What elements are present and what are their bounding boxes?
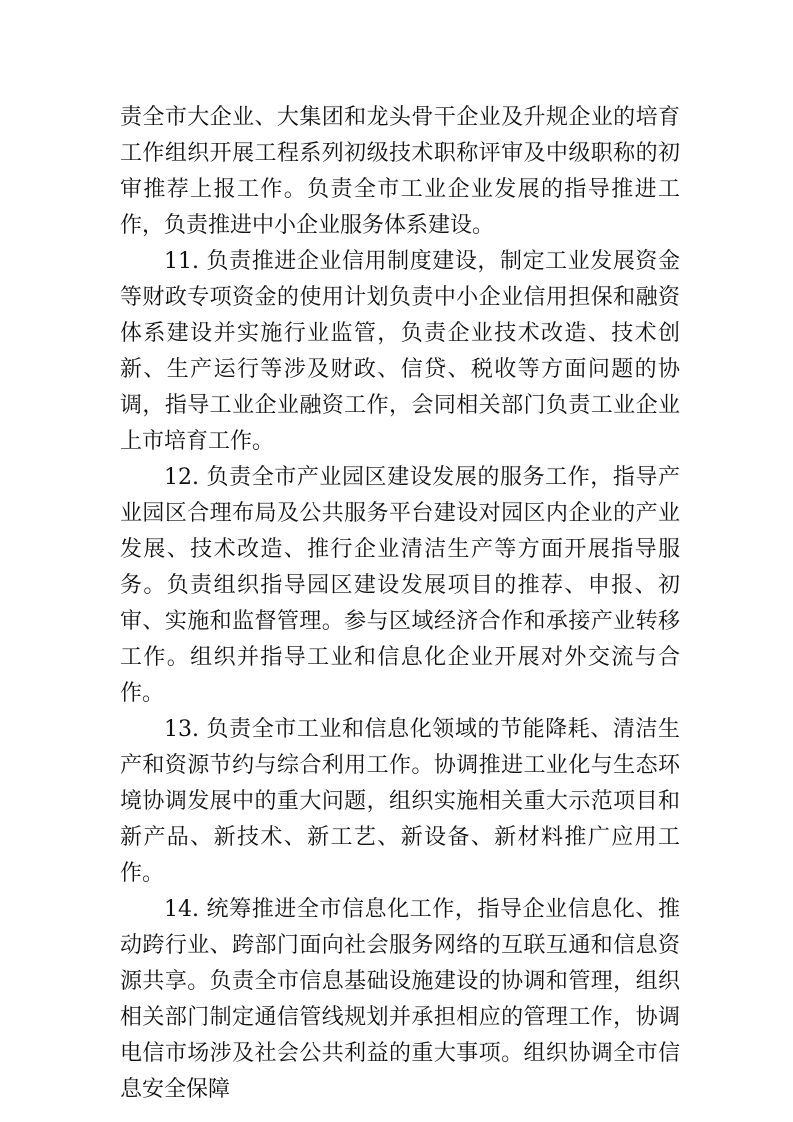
paragraph-item-13: 13. 负责全市工业和信息化领域的节能降耗、清洁生产和资源节约与综合利用工作。协调推进工业化与生态环境协调发展中的重大问题，组织实施相关重大示范项目和新产品、新技术、新工艺、新设备、新材料推广应用工作。	[120, 717, 680, 886]
document-body	[120, 100, 680, 1108]
paragraph-item-12: 12. 负责全市产业园区建设发展的服务工作，指导产业园区合理布局及公共服务平台建设对园区内企业的产业发展、技术改造、推行企业清洁生产等方面开展指导服务。负责组织指导园区建设发展项目的推荐、申报、初审、实施和监督管理。参与区域经济合作和承接产业转移工作。组织并指导工业和信息化企业开展对外交流与合作。	[120, 465, 680, 706]
paragraph-item-14: 14. 统筹推进全市信息化工作，指导企业信息化、推动跨行业、跨部门面向社会服务网络的互联互通和信息资源共享。负责全市信息基础设施建设的协调和管理，组织相关部门制定通信管线规划并承担相应的管理工作，协调电信市场涉及社会公共利益的重大事项。组织协调全市信息安全保障	[120, 897, 680, 1102]
paragraph-item-11: 11. 负责推进企业信用制度建设，制定工业发展资金等财政专项资金的使用计划负责中小企业信用担保和融资体系建设并实施行业监管，负责企业技术改造、技术创新、生产运行等涉及财政、信贷、税收等方面问题的协调，指导工业企业融资工作，会同相关部门负责工业企业上市培育工作。	[120, 249, 680, 454]
paragraph-continued: 责全市大企业、大集团和龙头骨干企业及升规企业的培育工作组织开展工程系列初级技术职称评审及中级职称的初审推荐上报工作。负责全市工业企业发展的指导推进工作，负责推进中小企业服务体系建设。	[120, 105, 680, 238]
